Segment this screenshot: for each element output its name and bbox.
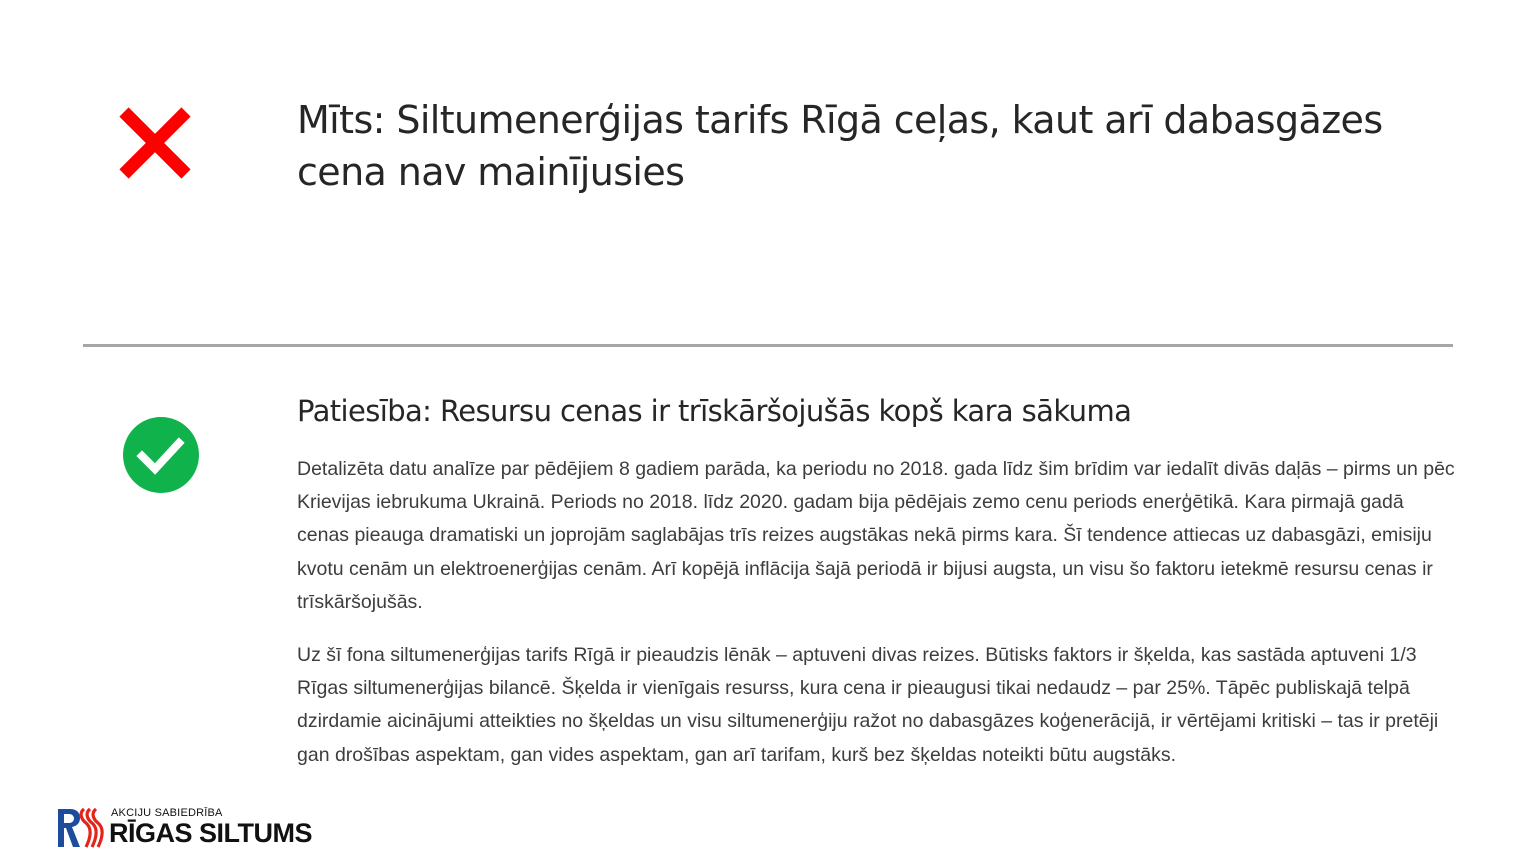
- fact-paragraph-2: Uz šī fona siltumenerģijas tarifs Rīgā ir pieaudzis lēnāk – aptuveni divas reizes. Būtisks faktors ir šķelda, kas sastāda aptuveni 1/3 Rīgas siltumenerģijas bilancē. Šķelda ir vienīgais resurss, kura cena ir pieaugusi tikai nedaudz – par 25%. Tāpēc publiskajā telpā dzirdamie aicinājumi atteikties no šķeldas un visu siltumenerģiju ražot no dabasgāzes koģenerācijā, ir vērtējami kritiski – tas ir pretēji gan drošības aspektam, gan vides aspektam, gan arī tarifam, kurš bez šķeldas noteikti būtu augstāks.: [297, 644, 1439, 766]
- fact-title: Patiesība: Resursu cenas ir trīskāršojušās kopš kara sākuma: [297, 394, 1132, 428]
- fact-paragraph-1: Detalizēta datu analīze par pēdējiem 8 gadiem parāda, ka periodu no 2018. gada līdz šim brīdim var iedalīt divās daļās – pirms un pēc Krievijas iebrukuma Ukrainā. Periods no 2018. līdz 2020. gadam bija pēdējais zemo cenu periods enerģētikā. Kara pirmajā gadā cenas pieauga dramatiski un joprojām saglabājas trīs reizes augstākas nekā pirms kara. Šī tendence attiecas uz dabasgāzi, emisiju kvotu cenām un elektroenerģijas cenām. Arī kopējā inflācija šajā periodā ir bijusi augsta, un visu šo faktoru ietekmē resursu cenas ir trīskāršojušās.: [297, 458, 1455, 613]
- section-divider: [83, 344, 1453, 347]
- check-circle-icon: [122, 416, 200, 494]
- cross-mark-icon: [116, 104, 194, 182]
- fact-body: [297, 453, 1457, 792]
- myth-title: Mīts: Siltumenerģijas tarifs Rīgā ceļas, kaut arī dabasgāzes cena nav mainījusies: [297, 98, 1383, 194]
- logo-subtitle: AKCIJU SABIEDRĪBA: [111, 807, 223, 819]
- company-logo: [57, 806, 337, 850]
- logo-name: RĪGAS SILTUMS: [109, 818, 313, 848]
- rs-logo-icon: [57, 808, 105, 848]
